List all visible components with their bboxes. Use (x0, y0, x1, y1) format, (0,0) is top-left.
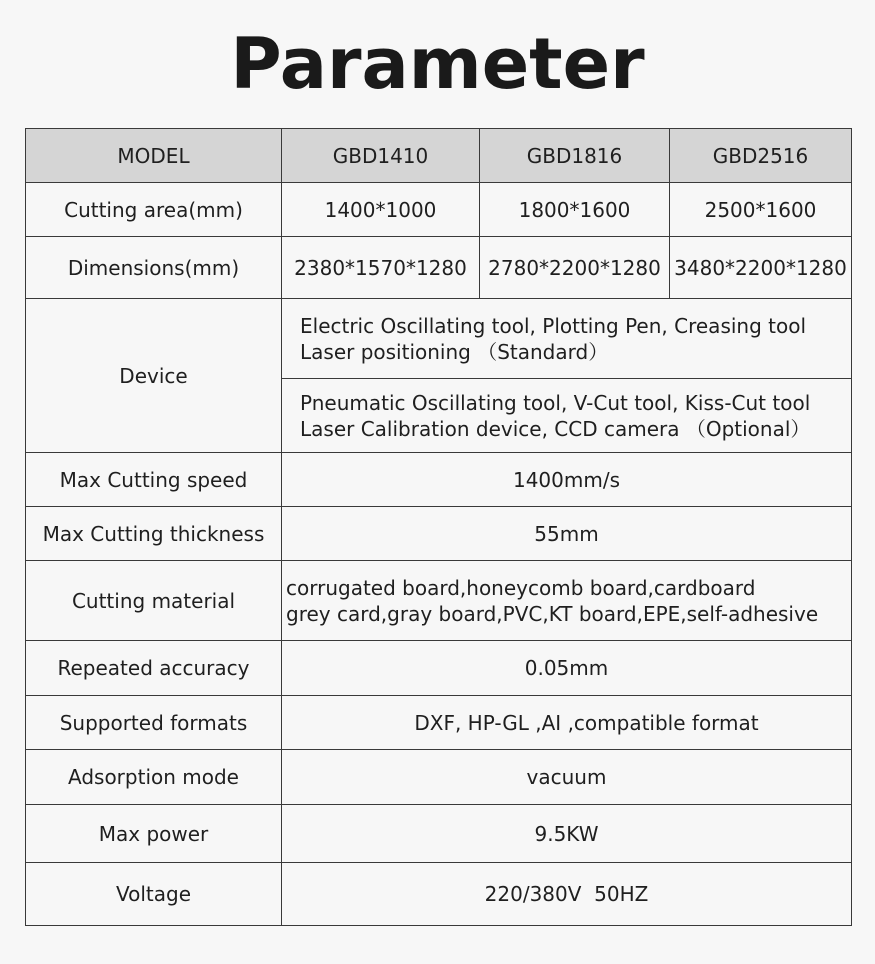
table-row (26, 641, 852, 696)
formats-label: Supported formats (26, 696, 282, 750)
device-optional (282, 379, 852, 453)
table-row (26, 561, 852, 641)
voltage-value: 220/380V 50HZ (282, 863, 852, 926)
max-thickness-label: Max Cutting thickness (26, 507, 282, 561)
power-value: 9.5KW (282, 805, 852, 863)
dimensions-gbd1410: 2380*1570*1280 (282, 237, 480, 299)
table-row (26, 299, 852, 379)
device-optional-line: Laser Calibration device, CCD camera （Optional） (300, 416, 811, 441)
table-row (26, 863, 852, 926)
power-label: Max power (26, 805, 282, 863)
table-row (26, 805, 852, 863)
device-optional-line: Pneumatic Oscillating tool, V-Cut tool, Kiss-Cut tool (300, 390, 811, 415)
max-speed-label: Max Cutting speed (26, 453, 282, 507)
parameter-table (25, 128, 852, 926)
material-line: corrugated board,honeycomb board,cardboard (286, 575, 756, 600)
adsorption-value: vacuum (282, 750, 852, 805)
model-gbd2516-header: GBD2516 (670, 129, 852, 183)
table-row (26, 750, 852, 805)
device-standard-line: Electric Oscillating tool, Plotting Pen, Creasing tool (300, 313, 807, 338)
table-header-row (26, 129, 852, 183)
cutting-area-label: Cutting area(mm) (26, 183, 282, 237)
table-row (26, 183, 852, 237)
model-gbd1410-header: GBD1410 (282, 129, 480, 183)
table-row (26, 453, 852, 507)
cutting-area-gbd1816: 1800*1600 (480, 183, 670, 237)
table-row (26, 507, 852, 561)
cutting-area-gbd1410: 1400*1000 (282, 183, 480, 237)
max-speed-value: 1400mm/s (282, 453, 852, 507)
dimensions-gbd2516: 3480*2200*1280 (670, 237, 852, 299)
accuracy-value: 0.05mm (282, 641, 852, 696)
formats-value: DXF, HP-GL ,AI ,compatible format (282, 696, 852, 750)
device-standard (282, 299, 852, 379)
device-standard-line: Laser positioning （Standard） (300, 339, 609, 364)
cutting-area-gbd2516: 2500*1600 (670, 183, 852, 237)
material-label: Cutting material (26, 561, 282, 641)
dimensions-label: Dimensions(mm) (26, 237, 282, 299)
table-row (26, 696, 852, 750)
dimensions-gbd1816: 2780*2200*1280 (480, 237, 670, 299)
accuracy-label: Repeated accuracy (26, 641, 282, 696)
material-value (282, 561, 852, 641)
voltage-label: Voltage (26, 863, 282, 926)
page-title: Parameter (230, 23, 645, 105)
adsorption-label: Adsorption mode (26, 750, 282, 805)
device-label: Device (26, 299, 282, 453)
model-header-cell: MODEL (26, 129, 282, 183)
table-row (26, 237, 852, 299)
material-line: grey card,gray board,PVC,KT board,EPE,self-adhesive (286, 601, 819, 626)
model-gbd1816-header: GBD1816 (480, 129, 670, 183)
max-thickness-value: 55mm (282, 507, 852, 561)
